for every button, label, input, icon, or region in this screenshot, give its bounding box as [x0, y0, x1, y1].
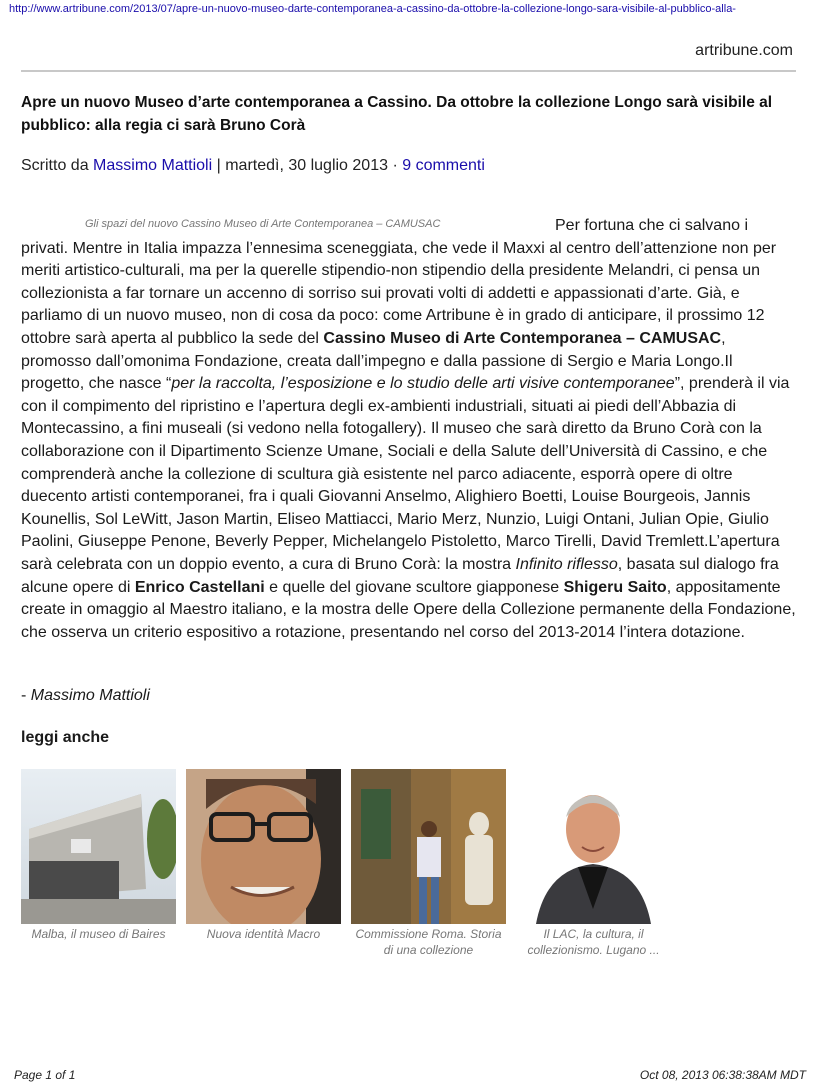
article-text-2: , promosso dall’omonima Fondazione, creata dall’impegno e dalla passione di Sergio e Maria Longo.Il progetto, che nasce “ — [21, 329, 733, 393]
museum-mission-quote: per la raccolta, l’esposizione e lo studio delle arti visive contemporanee — [171, 375, 675, 393]
article-text-6: , appositamente create in omaggio al Maestro italiano, e la mostra delle Opere della Collezione permanente della Fondazione, che osserva un criterio espositivo a rotazione, presentando nel corso del 2013-2014 l’intera dotazione. — [21, 578, 796, 641]
missing-image-placeholder — [21, 215, 555, 237]
article-text-5: e quelle del giovane scultore giapponese — [264, 578, 564, 596]
byline-prefix: Scritto da — [21, 157, 94, 174]
artist-saito: Shigeru Saito — [563, 578, 667, 596]
related-caption-4[interactable]: Il LAC, la cultura, il collezionismo. Lugano ... — [527, 927, 660, 957]
comments-link[interactable]: 9 commenti — [402, 157, 485, 174]
byline-date: | martedì, 30 luglio 2013 · — [212, 157, 403, 174]
article-text-4: , basata sul dialogo fra alcune opere di — [21, 555, 779, 596]
related-thumb-malba[interactable] — [21, 769, 176, 924]
image-caption: Gli spazi del nuovo Cassino Museo di Arte Contemporanea – CAMUSAC — [85, 218, 441, 230]
related-thumb-macro[interactable] — [186, 769, 341, 924]
signature — [21, 687, 150, 705]
related-caption-3[interactable]: Commissione Roma. Storia di una collezione — [355, 927, 502, 957]
print-timestamp: Oct 08, 2013 06:38:38AM MDT — [639, 1068, 806, 1082]
related-thumb-roma[interactable] — [351, 769, 506, 924]
signature-dash: - — [21, 687, 31, 704]
header-divider — [21, 70, 796, 72]
related-thumb-lac[interactable] — [516, 769, 671, 924]
article-title: Apre un nuovo Museo d’arte contemporanea a Cassino. Da ottobre la collezione Longo sarà visibile al pubblico: alla regia ci sarà Bruno Corà — [21, 94, 773, 134]
page-url[interactable]: http://www.artribune.com/2013/07/apre-un-nuovo-museo-darte-contemporanea-a-cassino-da-ottobre-la-collezione-longo-sara-visibile-al-pubblico-alla- — [9, 3, 736, 15]
article-text-1: Per fortuna che ci salvano i privati. Mentre in Italia impazza l’ennesima sceneggiata, che vede il Maxxi al centro dell’attenzione non per meriti artistico-culturali, ma per la querelle stipendio-non stipendio della presidente Melandri, ci pensa un collezionista a far tornare un accenno di sorriso sui provati volti di addetti e appassionati d’arte. Già, e parliamo di un nuovo museo, non di cosa da poco: come Artribune è in grado di anticipare, il prossimo 12 ottobre sarà aperta al pubblico la sede del — [21, 217, 777, 347]
related-caption-2[interactable]: Nuova identità Macro — [206, 927, 321, 941]
related-heading: leggi anche — [21, 729, 110, 746]
article-body — [21, 215, 796, 644]
page-number: Page 1 of 1 — [14, 1068, 76, 1082]
related-caption-1[interactable]: Malba, il museo di Baires — [31, 927, 166, 941]
byline — [21, 157, 485, 175]
museum-name: Cassino Museo di Arte Contemporanea – CAMUSAC — [323, 329, 722, 347]
author-link[interactable]: Massimo Mattioli — [93, 157, 213, 174]
artist-castellani: Enrico Castellani — [134, 578, 265, 596]
signature-name: Massimo Mattioli — [30, 687, 150, 704]
site-name: artribune.com — [695, 42, 793, 59]
exhibition-title: Infinito riflesso — [515, 555, 618, 573]
article-text-3: ”, prenderà il via con il compimento del ripristino e l’apertura degli ex-ambienti industriali, situati ai piedi dell’Abbazia di Montecassino, a fini museali (si vedono nella fotogallery). Il museo che sarà diretto da Bruno Corà con la collaborazione con il Dipartimento Scienze Umane, Sociali e della Salute dell’Università di Cassino, e che comprenderà anche la collezione di scultura già esistente nel parco adiacente, esporrà opere di oltre duecento artisti contemporanei, fra i quali Giovanni Anselmo, Alighiero Boetti, Louise Bourgeois, Jannis Kounellis, Sol LeWitt, Jason Martin, Eliseo Mattiacci, Mario Merz, Nunzio, Luigi Ontani, Julian Opie, Giulio Paolini, Giuseppe Penone, Beverly Pepper, Michelangelo Pistoletto, Marco Tirelli, David Tremlett.L’apertura sarà celebrata con un doppio evento, a cura di Bruno Corà: la mostra — [21, 375, 790, 573]
